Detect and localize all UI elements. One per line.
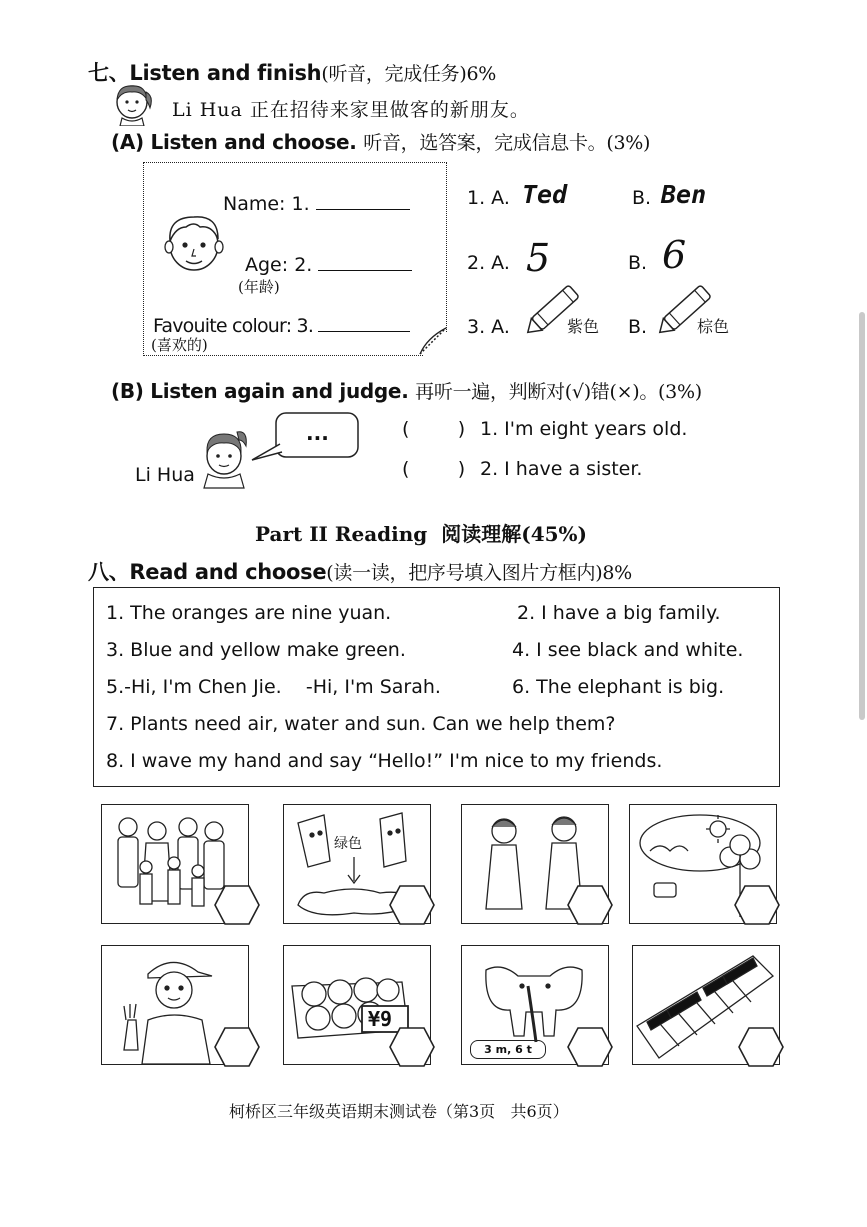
answer-hexagon-3[interactable] [566, 884, 614, 926]
option1-a[interactable]: Ted [522, 180, 568, 209]
colour-blank[interactable] [318, 315, 410, 332]
option1-num: 1. A. [467, 187, 510, 209]
age-cn-label: (年龄) [238, 278, 280, 296]
sentence-2: 2. I have a big family. [517, 602, 721, 624]
answer-hexagon-2[interactable] [388, 884, 436, 926]
girl-avatar-icon [108, 82, 154, 126]
speech-bubble-text: ... [306, 421, 329, 445]
judge-statement-2: 2. I have a sister. [480, 458, 643, 480]
age-field: Age: 2. [245, 254, 412, 276]
sentence-box [93, 587, 780, 787]
speaker-label: Li Hua [135, 464, 195, 486]
option1-b-label: B. [632, 187, 652, 209]
sentence-8: 8. I wave my hand and say “Hello!” I'm nice to my friends. [106, 750, 663, 772]
sentence-4: 4. I see black and white. [512, 639, 744, 661]
option1-b[interactable]: Ben [661, 180, 707, 209]
info-card [143, 162, 447, 356]
option3-num: 3. A. [467, 316, 510, 338]
answer-hexagon-8[interactable] [737, 1026, 785, 1068]
option2-a[interactable]: 5 [526, 236, 551, 280]
sentence-3: 3. Blue and yellow make green. [106, 639, 406, 661]
sentence-7: 7. Plants need air, water and sun. Can we help them? [106, 713, 616, 735]
section8-title: 八、Read and choose(读一读，把序号填入图片方框内)8% [88, 560, 632, 584]
sentence-5: 5.-Hi, I'm Chen Jie. -Hi, I'm Sarah. [106, 676, 441, 698]
option2-b[interactable]: 6 [662, 233, 687, 277]
name-field: Name: 1. [223, 193, 410, 215]
option3-b-label: B. [628, 316, 648, 338]
judge-blank-1[interactable]: ( ) [402, 418, 466, 440]
sentence-6: 6. The elephant is big. [512, 676, 725, 698]
section7-title: 七、Listen and finish(听音，完成任务)6% [88, 61, 496, 85]
option2-b-label: B. [628, 252, 648, 274]
answer-hexagon-4[interactable] [733, 884, 781, 926]
answer-hexagon-1[interactable] [213, 884, 261, 926]
page-footer: 柯桥区三年级英语期末测试卷（第3页 共6页） [229, 1102, 569, 1121]
price-tag: ¥9 [368, 1007, 393, 1031]
judge-blank-2[interactable]: ( ) [402, 458, 466, 480]
elephant-size-label: 3 m, 6 t [470, 1040, 546, 1059]
li-hua-speaking-icon [192, 410, 364, 490]
answer-hexagon-5[interactable] [213, 1026, 261, 1068]
answer-hexagon-7[interactable] [566, 1026, 614, 1068]
option2-num: 2. A. [467, 252, 510, 274]
option3-a: 紫色 [567, 317, 600, 336]
boy-face-icon [160, 209, 230, 277]
partB-title: (B) Listen again and judge. 再听一遍，判断对(√)错(×)。(3%) [111, 379, 702, 403]
green-label: 绿色 [334, 836, 362, 852]
age-blank[interactable] [318, 254, 412, 271]
colour-cn-label: (喜欢的) [151, 336, 208, 354]
partA-title: (A) Listen and choose. 听音，选答案，完成信息卡。(3%) [111, 130, 651, 154]
option3-b: 棕色 [697, 317, 730, 336]
sentence-1: 1. The oranges are nine yuan. [106, 602, 392, 624]
section7-intro: Li Hua 正在招待来家里做客的新朋友。 [172, 99, 530, 121]
judge-statement-1: 1. I'm eight years old. [480, 418, 688, 440]
answer-hexagon-6[interactable] [388, 1026, 436, 1068]
scrollbar[interactable] [859, 312, 865, 720]
colour-field: Favouite colour: 3. [153, 315, 410, 337]
name-blank[interactable] [316, 193, 410, 210]
part2-title: Part II Reading 阅读理解(45%) [255, 522, 587, 546]
